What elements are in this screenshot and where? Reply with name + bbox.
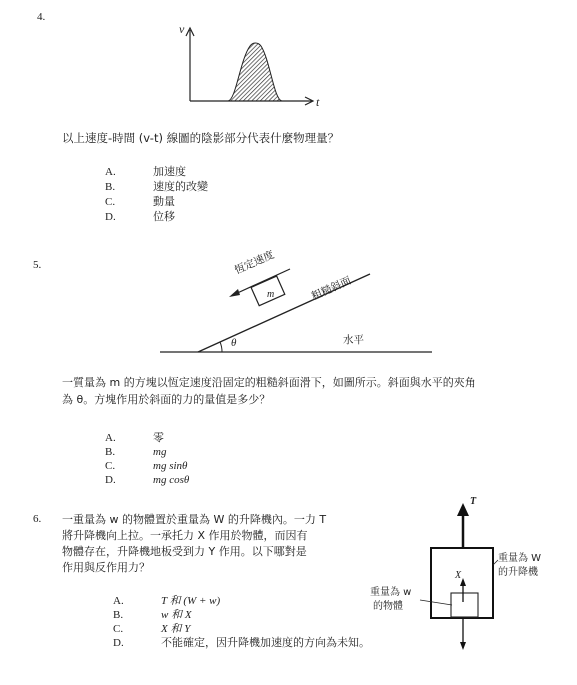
q4-axis-v-label: v <box>179 22 185 36</box>
q6-label-T: T <box>470 496 477 507</box>
q4-axis-t-label: t <box>316 95 320 109</box>
q6-object-box <box>451 593 478 617</box>
q5-slope-label: 粗糙斜面 <box>309 274 354 303</box>
q6-stem-line4: 作用與反作用力？ <box>62 561 150 574</box>
q4-option-a[interactable]: A. 加速度 <box>105 165 186 178</box>
q4-option-c[interactable]: C. 動量 <box>105 195 175 208</box>
q6-stem-line3: 物體存在，升降機地板受到力 Y 作用。以下哪對是 <box>62 545 307 558</box>
q6-lift-label-2: 的升降機 <box>498 567 538 578</box>
q6-number: 6. <box>33 513 42 525</box>
q5-stem-line1: 一質量為 m 的方塊以恆定速度沿固定的粗糙斜面滑下，如圖所示。斜面與水平的夾角 <box>62 376 476 389</box>
q6-stem-line1: 一重量為 w 的物體置於重量為 W 的升降機內。一力 T <box>62 513 327 526</box>
q4-number: 4. <box>37 11 46 23</box>
q5-number: 5. <box>33 259 42 271</box>
q6-option-c[interactable]: C. X 和 Y <box>113 623 191 635</box>
q6-stem-line2: 將升降機向上拉。一承托力 X 作用於物體，而因有 <box>62 529 308 542</box>
q5-velocity-label: 恆定速度 <box>232 248 277 277</box>
q5-option-d[interactable]: D. mg cosθ <box>105 474 190 486</box>
q6-object-leader <box>420 600 452 605</box>
q6-object-label-2: 的物體 <box>373 601 403 612</box>
q5-stem-line2: 為 θ。方塊作用於斜面的力的量值是多少？ <box>62 393 271 406</box>
q5-option-b[interactable]: B. mg <box>105 446 167 458</box>
q4-stem: 以上速度-時間 (v-t) 線圖的陰影部分代表什麼物理量？ <box>62 131 340 145</box>
q5-angle-label: θ <box>231 337 237 349</box>
q6-option-a[interactable]: A. T 和 (W + w) <box>113 595 221 607</box>
q6-option-d[interactable]: D. 不能確定，因升降機加速度的方向為未知。 <box>113 636 370 649</box>
q4-option-d[interactable]: D. 位移 <box>105 210 175 223</box>
q4-option-b[interactable]: B. 速度的改變 <box>105 180 208 193</box>
q6-object-label-1: 重量為 w <box>370 587 412 598</box>
q5-option-c[interactable]: C. mg sinθ <box>105 460 188 472</box>
q6-lift-label-1: 重量為 W <box>498 553 542 564</box>
q5-mass-label: m <box>267 289 275 300</box>
q5-option-a[interactable]: A. 零 <box>105 431 164 444</box>
q5-horizontal-label: 水平 <box>343 334 364 346</box>
q6-label-X: X <box>455 570 462 581</box>
q6-option-b[interactable]: B. w 和 X <box>113 609 192 621</box>
